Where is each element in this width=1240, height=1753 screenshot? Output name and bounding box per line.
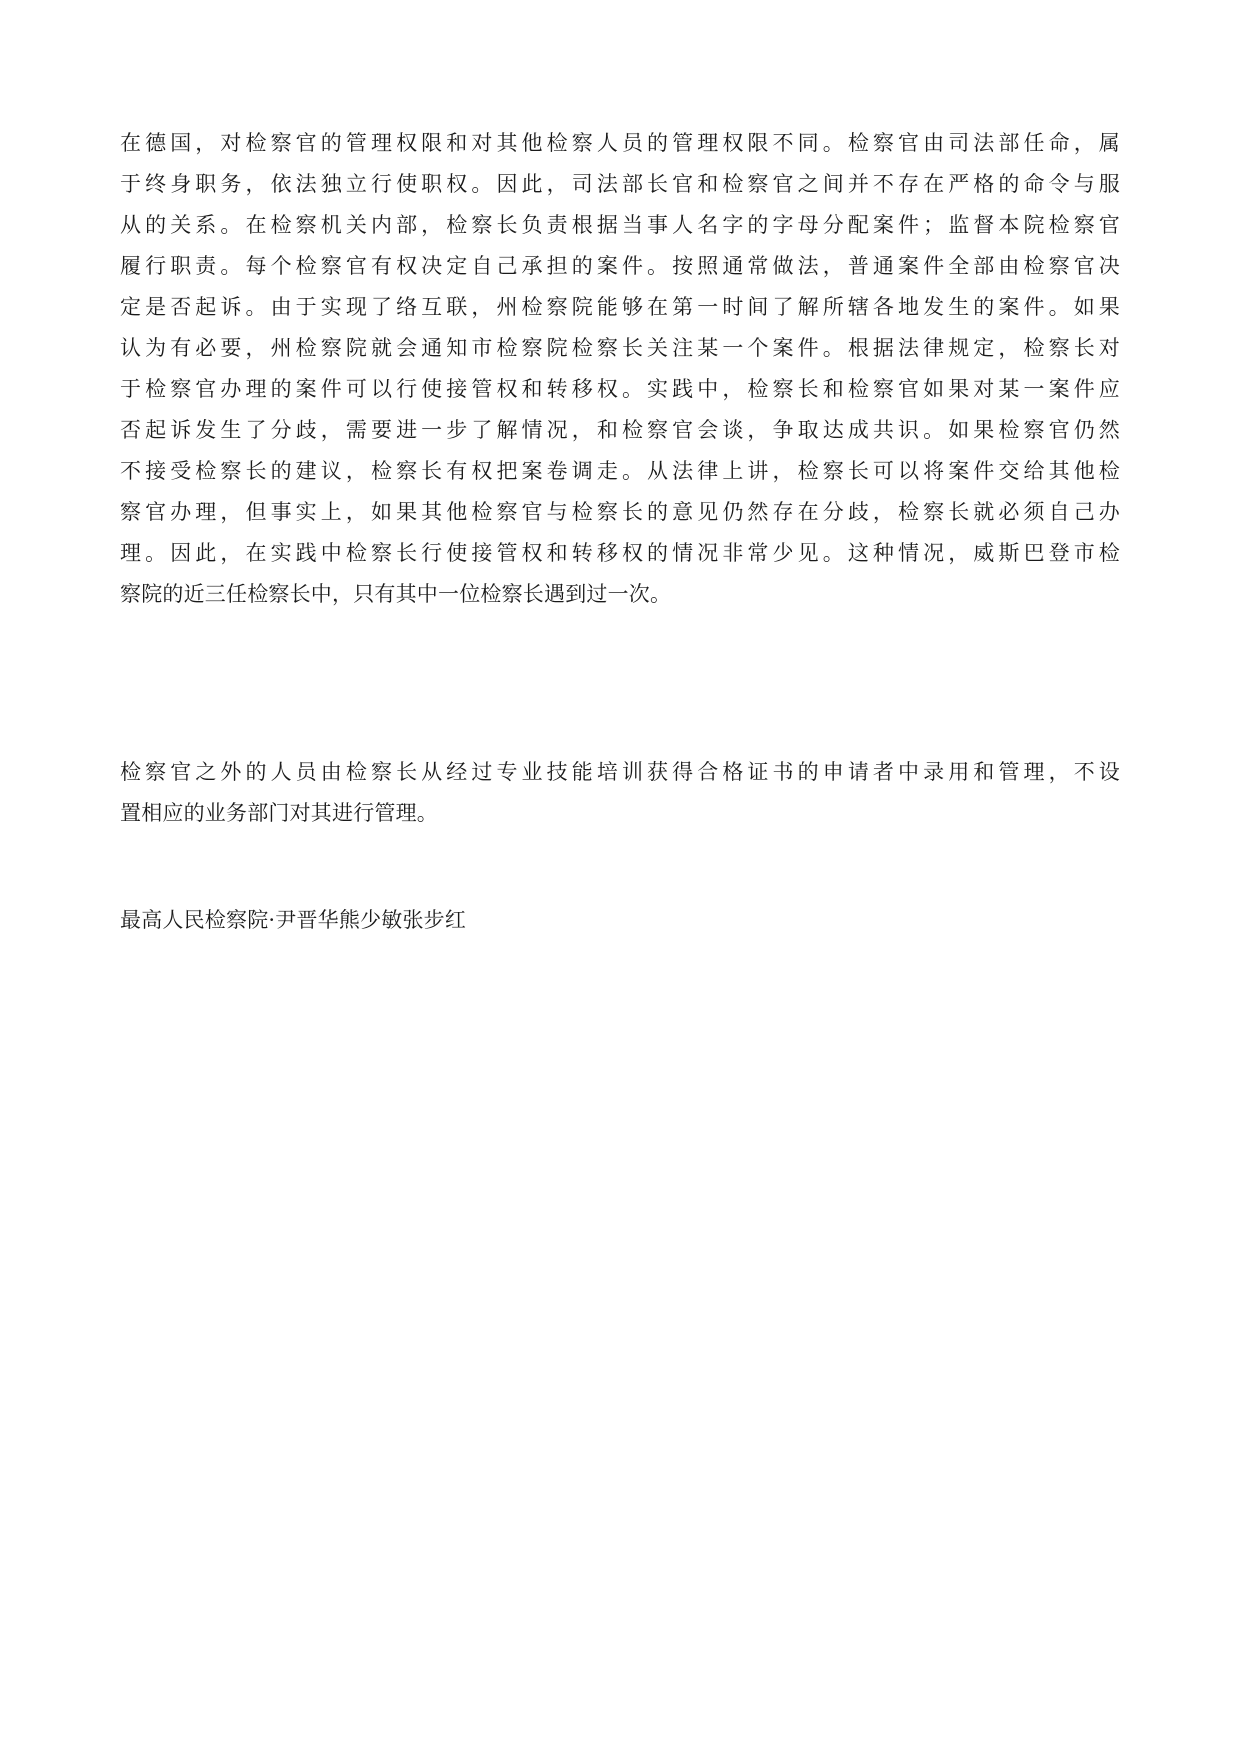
paragraph-line: 理。因此，在实践中检察长行使接管权和转移权的情况非常少见。这种情况，威斯巴登市检 xyxy=(120,541,1120,565)
paragraph-line: 定是否起诉。由于实现了络互联，州检察院能够在第一时间了解所辖各地发生的案件。如果 xyxy=(120,295,1120,319)
paragraph-germany-prosecutor-management xyxy=(120,123,1120,615)
paragraph-line: 察官办理，但事实上，如果其他检察官与检察长的意见仍然存在分歧，检察长就必须自己办 xyxy=(120,500,1120,524)
paragraph-line: 检察官之外的人员由检察长从经过专业技能培训获得合格证书的申请者中录用和管理，不设 xyxy=(120,760,1120,784)
paragraph-other-staff-management xyxy=(120,752,1120,834)
signature-line: 最高人民检察院·尹晋华熊少敏张步红 xyxy=(120,908,467,932)
author-signature xyxy=(120,900,1120,941)
paragraph-line: 察院的近三任检察长中，只有其中一位检察长遇到过一次。 xyxy=(120,582,672,606)
paragraph-line: 认为有必要，州检察院就会通知市检察院检察长关注某一个案件。根据法律规定，检察长对 xyxy=(120,336,1120,360)
paragraph-line: 于检察官办理的案件可以行使接管权和转移权。实践中，检察长和检察官如果对某一案件应 xyxy=(120,377,1120,401)
paragraph-line: 否起诉发生了分歧，需要进一步了解情况，和检察官会谈，争取达成共识。如果检察官仍然 xyxy=(120,418,1120,442)
paragraph-line: 从的关系。在检察机关内部，检察长负责根据当事人名字的字母分配案件；监督本院检察官 xyxy=(120,213,1120,237)
paragraph-line: 不接受检察长的建议，检察长有权把案卷调走。从法律上讲，检察长可以将案件交给其他检 xyxy=(120,459,1120,483)
paragraph-line: 于终身职务，依法独立行使职权。因此，司法部长官和检察官之间并不存在严格的命令与服 xyxy=(120,172,1120,196)
paragraph-line: 在德国，对检察官的管理权限和对其他检察人员的管理权限不同。检察官由司法部任命，属 xyxy=(120,131,1120,155)
paragraph-line: 置相应的业务部门对其进行管理。 xyxy=(120,801,438,825)
paragraph-line: 履行职责。每个检察官有权决定自己承担的案件。按照通常做法，普通案件全部由检察官决 xyxy=(120,254,1120,278)
